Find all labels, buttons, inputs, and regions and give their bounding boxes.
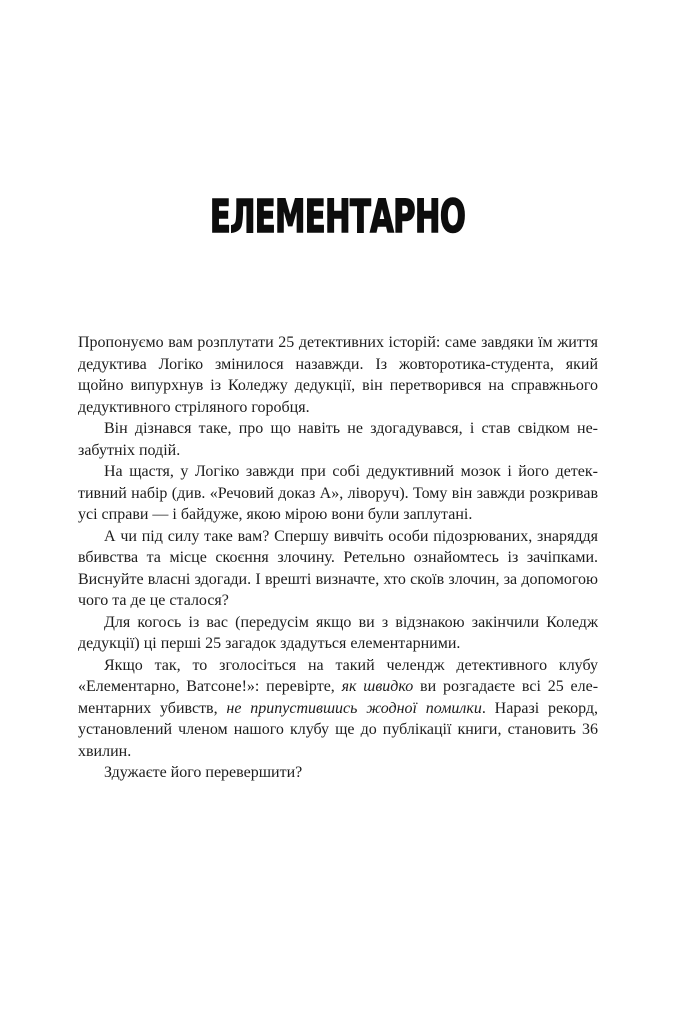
paragraph — [78, 332, 598, 418]
paragraph — [78, 612, 598, 655]
text-segment: Якщо так, то зголосіться на такий челендж детективного клубу «Елементарно, Ватсоне!»: перевірте, — [78, 656, 598, 695]
paragraph — [78, 418, 598, 461]
text-segment: . Наразі рекорд, установлений членом нашого клубу ще до публікації книги, становить 36 хвилин. — [78, 699, 599, 760]
paragraph — [78, 762, 598, 784]
text-segment: ви розгадаєте всі 25 елементарних убивств, — [78, 678, 599, 717]
text-segment: На щастя, у Логіко завжди при собі дедуктивний мозок і його детективний набір (див. «Речовий доказ А», ліворуч). Тому він завжди розкривав усі справи — і байдуже, якою мірою вони були заплутані. — [78, 463, 598, 523]
text-segment: Здужаєте його перевершити? — [104, 764, 303, 781]
text-segment: Для когось із вас (передусім якщо ви з відзнакою закінчили Коледж дедукції) ці перші 25 загадок здадуться елементарними. — [78, 613, 598, 652]
text-segment: А чи під силу таке вам? Спершу вивчіть особи підозрюваних, знаряддя вбивства та місце скоєння злочину. Ретельно ознайомтесь із зачіпками. Виснуйте власні здогади. І врешті визначте, хто скоїв злочин, за допомогою чого та де це сталося? — [78, 527, 598, 609]
body-text — [78, 332, 598, 784]
text-segment: Він дізнався таке, про що навіть не здогадувався, і став свідком незабутніх подій. — [78, 420, 598, 459]
italic-phrase: як швидко — [341, 678, 414, 695]
text-segment: Пропонуємо вам розплутати 25 детективних історій: саме завдяки їм життя дедуктива Логіко змінилося назавжди. Із жовторотика-студента, який щойно випурхнув із Коледжу дедукції, він перетворився на справжнього дедуктивного стріляного горобця. — [78, 334, 598, 416]
paragraph — [78, 526, 598, 612]
paragraph — [78, 655, 598, 763]
italic-phrase: не припустившись жодної помилки — [226, 699, 482, 717]
chapter-title: ЕЛЕМЕНТАРНО — [209, 190, 466, 243]
paragraph — [78, 461, 598, 526]
